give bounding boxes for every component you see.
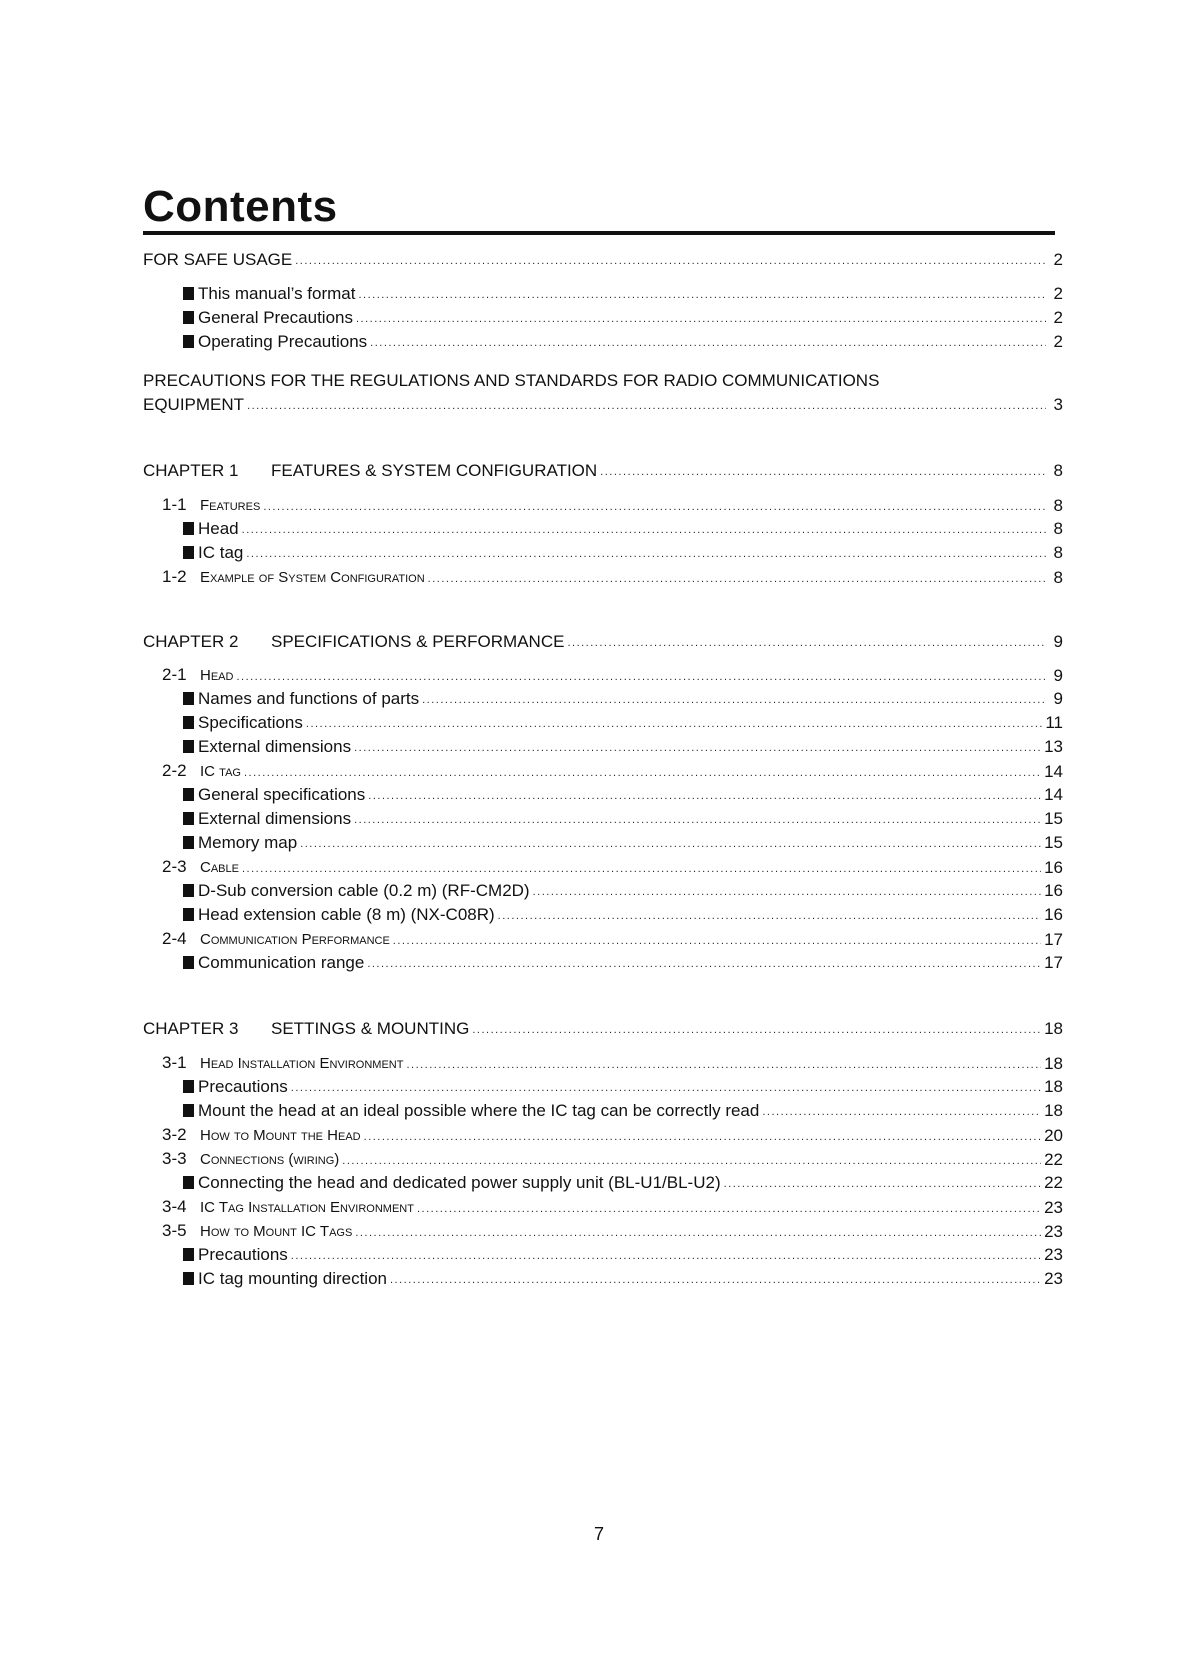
toc-label: Connections (wiring) — [200, 1151, 340, 1168]
toc-section-3-5[interactable] — [162, 1221, 1063, 1242]
toc-page: 15 — [1044, 833, 1063, 852]
section-number: 2-4 — [162, 929, 187, 948]
leader-dots — [422, 694, 1046, 706]
toc-page: 18 — [1044, 1101, 1063, 1120]
toc-label: Precautions — [198, 1245, 288, 1264]
leader-dots — [370, 337, 1046, 349]
square-bullet-icon — [183, 546, 194, 559]
toc-section-3-3[interactable] — [162, 1149, 1063, 1170]
toc-label: Names and functions of parts — [198, 689, 420, 708]
toc-section-3-1[interactable] — [162, 1053, 1063, 1074]
toc-page: 2 — [1053, 250, 1063, 269]
toc-page: 15 — [1044, 809, 1063, 828]
square-bullet-icon — [183, 836, 194, 849]
leader-dots — [295, 255, 1046, 267]
square-bullet-icon — [183, 1176, 194, 1189]
toc-entry-regulations-line1[interactable] — [143, 371, 879, 391]
leader-dots — [291, 1082, 1041, 1094]
toc-label: Operating Precautions — [198, 332, 368, 351]
toc-label: Head — [200, 667, 234, 684]
square-bullet-icon — [183, 1248, 194, 1261]
toc-entry-general-precautions[interactable] — [183, 308, 1063, 328]
toc-section-3-4[interactable] — [162, 1197, 1063, 1218]
toc-label: IC Tag Installation Environment — [200, 1199, 414, 1216]
leader-dots — [355, 1227, 1041, 1239]
section-number: 3-2 — [162, 1125, 187, 1144]
toc-label: SETTINGS & MOUNTING — [271, 1019, 470, 1038]
toc-entry-ic-tag[interactable] — [183, 543, 1063, 563]
toc-label: General Precautions — [198, 308, 353, 327]
section-number: 3-4 — [162, 1197, 187, 1216]
toc-page: 22 — [1044, 1150, 1063, 1169]
toc-page: 17 — [1044, 930, 1063, 949]
toc-label: This manual’s format — [198, 284, 356, 303]
leader-dots — [291, 1250, 1041, 1262]
square-bullet-icon — [183, 311, 194, 324]
page-title: Contents — [143, 182, 338, 231]
toc-page: 23 — [1044, 1222, 1063, 1241]
leader-dots — [428, 573, 1046, 585]
section-number: 2-2 — [162, 761, 187, 780]
leader-dots — [242, 524, 1046, 536]
leader-dots — [342, 1155, 1041, 1167]
leader-dots — [417, 1203, 1041, 1215]
toc-entry-operating-precautions[interactable] — [183, 332, 1063, 352]
toc-label: D-Sub conversion cable (0.2 m) (RF-CM2D) — [198, 881, 530, 900]
leader-dots — [242, 863, 1041, 875]
toc-entry-external-dimensions-head[interactable] — [183, 737, 1063, 757]
toc-page: 14 — [1044, 762, 1063, 781]
leader-dots — [300, 838, 1041, 850]
toc-label: Head extension cable (8 m) (NX-C08R) — [198, 905, 495, 924]
toc-page: 8 — [1053, 568, 1063, 587]
toc-section-2-3[interactable] — [162, 857, 1063, 878]
section-number: 3-1 — [162, 1053, 187, 1072]
square-bullet-icon — [183, 884, 194, 897]
leader-dots — [368, 790, 1041, 802]
toc-label: Specifications — [198, 713, 303, 732]
toc-page: 8 — [1053, 496, 1063, 515]
square-bullet-icon — [183, 956, 194, 969]
leader-dots — [498, 910, 1041, 922]
toc-label: Precautions — [198, 1077, 288, 1096]
toc-entry-head[interactable] — [183, 519, 1063, 539]
toc-page: 8 — [1053, 543, 1063, 562]
leader-dots — [600, 466, 1046, 478]
leader-dots — [246, 548, 1046, 560]
toc-label: Connecting the head and dedicated power supply unit (BL-U1/BL-U2) — [198, 1173, 721, 1192]
toc-page: 18 — [1044, 1054, 1063, 1073]
leader-dots — [354, 742, 1041, 754]
toc-page: 14 — [1044, 785, 1063, 804]
square-bullet-icon — [183, 908, 194, 921]
section-number: 3-3 — [162, 1149, 187, 1168]
section-number: 1-1 — [162, 495, 187, 514]
toc-section-2-2[interactable] — [162, 761, 1063, 782]
toc-chapter-3[interactable] — [143, 1019, 1063, 1039]
toc-label: IC tag mounting direction — [198, 1269, 387, 1288]
toc-page: 18 — [1044, 1019, 1063, 1038]
leader-dots — [472, 1024, 1041, 1036]
toc-label: External dimensions — [198, 737, 352, 756]
square-bullet-icon — [183, 522, 194, 535]
leader-dots — [390, 1274, 1041, 1286]
toc-entry-specifications[interactable] — [183, 713, 1063, 733]
toc-label: EQUIPMENT — [143, 395, 245, 414]
toc-page: 9 — [1053, 689, 1063, 708]
leader-dots — [762, 1106, 1041, 1118]
toc-page: 2 — [1053, 284, 1063, 303]
toc-label: General specifications — [198, 785, 366, 804]
leader-dots — [247, 400, 1046, 412]
toc-entry-communication-range[interactable] — [183, 953, 1063, 973]
toc-page: 23 — [1044, 1198, 1063, 1217]
leader-dots — [567, 637, 1046, 649]
toc-label: Features — [200, 497, 261, 514]
toc-label: Communication Performance — [200, 931, 390, 948]
leader-dots — [393, 935, 1041, 947]
leader-dots — [356, 313, 1046, 325]
leader-dots — [724, 1178, 1041, 1190]
toc-entry-memory-map[interactable] — [183, 833, 1063, 853]
leader-dots — [367, 958, 1041, 970]
leader-dots — [406, 1059, 1041, 1071]
toc-page: 9 — [1053, 632, 1063, 651]
toc-label: Memory map — [198, 833, 298, 852]
toc-label: FEATURES & SYSTEM CONFIGURATION — [271, 461, 598, 480]
toc-page: 16 — [1044, 881, 1063, 900]
toc-label: Cable — [200, 859, 239, 876]
toc-label: SPECIFICATIONS & PERFORMANCE — [271, 632, 565, 651]
toc-page: 3 — [1053, 395, 1063, 414]
toc-section-1-2[interactable] — [162, 567, 1063, 588]
section-number: 3-5 — [162, 1221, 187, 1240]
square-bullet-icon — [183, 716, 194, 729]
leader-dots — [306, 718, 1042, 730]
toc-entry-connecting-head[interactable] — [183, 1173, 1063, 1193]
square-bullet-icon — [183, 335, 194, 348]
toc-label: How to Mount IC Tags — [200, 1223, 353, 1240]
toc-entry-head-extension-cable[interactable] — [183, 905, 1063, 925]
toc-label: Head — [198, 519, 239, 538]
square-bullet-icon — [183, 1272, 194, 1285]
toc-page: 16 — [1044, 858, 1063, 877]
toc-page: 16 — [1044, 905, 1063, 924]
leader-dots — [263, 501, 1046, 513]
toc-entry-mount-head[interactable] — [183, 1101, 1063, 1121]
toc-label: Mount the head at an ideal possible where the IC tag can be correctly read — [198, 1101, 760, 1120]
toc-page: 13 — [1044, 737, 1063, 756]
toc-label: IC tag — [198, 543, 244, 562]
toc-section-1-1[interactable] — [162, 495, 1063, 516]
toc-page: 11 — [1045, 713, 1063, 732]
toc-page: 8 — [1053, 461, 1063, 480]
toc-label: External dimensions — [198, 809, 352, 828]
toc-page: 23 — [1044, 1245, 1063, 1264]
section-number: 1-2 — [162, 567, 187, 586]
toc-entry-general-specifications[interactable] — [183, 785, 1063, 805]
toc-entry-precautions-head[interactable] — [183, 1077, 1063, 1097]
toc-page: 23 — [1044, 1269, 1063, 1288]
toc-label: IC tag — [200, 763, 241, 780]
toc-label: Example of System Configuration — [200, 569, 425, 586]
toc-page: 2 — [1053, 308, 1063, 327]
section-number: 2-1 — [162, 665, 187, 684]
leader-dots — [236, 671, 1046, 683]
page-number: 7 — [593, 1524, 604, 1544]
toc-label: Head Installation Environment — [200, 1055, 404, 1072]
square-bullet-icon — [183, 692, 194, 705]
toc-entry-external-dimensions-tag[interactable] — [183, 809, 1063, 829]
toc-entry-manual-format[interactable] — [183, 284, 1063, 304]
toc-page: 18 — [1044, 1077, 1063, 1096]
toc-entry-tag-mounting-direction[interactable] — [183, 1269, 1063, 1289]
toc-label: Communication range — [198, 953, 365, 972]
leader-dots — [358, 289, 1046, 301]
leader-dots — [244, 767, 1041, 779]
toc-page: 20 — [1044, 1126, 1063, 1145]
toc-chapter-2[interactable] — [143, 632, 1063, 652]
toc-entry-regulations-line2[interactable] — [143, 395, 1063, 415]
square-bullet-icon — [183, 287, 194, 300]
toc-section-2-1[interactable] — [162, 665, 1063, 686]
toc-chapter-1[interactable] — [143, 461, 1063, 481]
square-bullet-icon — [183, 788, 194, 801]
toc-entry-safe-usage[interactable] — [143, 250, 1063, 270]
toc-section-2-4[interactable] — [162, 929, 1063, 950]
chapter-number: CHAPTER 3 — [143, 1019, 239, 1038]
toc-page: 9 — [1053, 666, 1063, 685]
square-bullet-icon — [183, 740, 194, 753]
title-underline — [143, 231, 1055, 235]
toc-page: 17 — [1044, 953, 1063, 972]
leader-dots — [364, 1131, 1041, 1143]
leader-dots — [354, 814, 1041, 826]
toc-section-3-2[interactable] — [162, 1125, 1063, 1146]
toc-label: FOR SAFE USAGE — [143, 250, 293, 269]
chapter-number: CHAPTER 1 — [143, 461, 239, 480]
leader-dots — [533, 886, 1041, 898]
toc-entry-dsub-cable[interactable] — [183, 881, 1063, 901]
chapter-number: CHAPTER 2 — [143, 632, 239, 651]
toc-entry-precautions-tag[interactable] — [183, 1245, 1063, 1265]
square-bullet-icon — [183, 812, 194, 825]
section-number: 2-3 — [162, 857, 187, 876]
toc-page: 22 — [1044, 1173, 1063, 1192]
toc-label: How to Mount the Head — [200, 1127, 361, 1144]
toc-label: PRECAUTIONS FOR THE REGULATIONS AND STANDARDS FOR RADIO COMMUNICATIONS — [143, 371, 880, 390]
toc-entry-names-functions[interactable] — [183, 689, 1063, 709]
square-bullet-icon — [183, 1080, 194, 1093]
toc-page: 2 — [1053, 332, 1063, 351]
toc-page: 8 — [1053, 519, 1063, 538]
square-bullet-icon — [183, 1104, 194, 1117]
